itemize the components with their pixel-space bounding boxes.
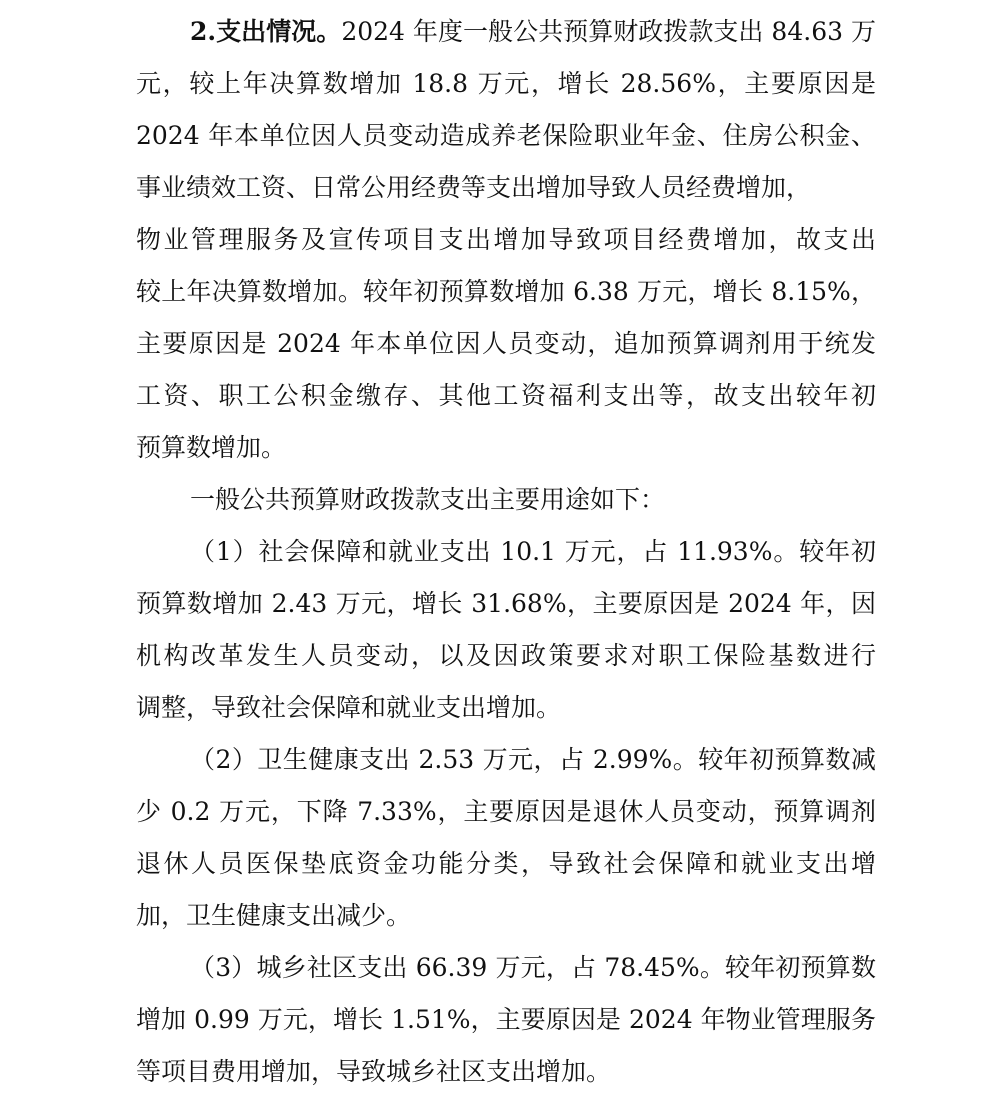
paragraph-line: 工资、职工公积金缴存、其他工资福利支出等，故支出较年初 [136,381,876,410]
intro-text: 一般公共预算财政拨款支出主要用途如下： [190,485,666,514]
expenditure-paragraph [136,6,876,474]
item-social-security [136,526,876,734]
paragraph-line: 预算数增加。 [136,433,287,462]
item-line: 加，卫生健康支出减少。 [136,901,412,930]
item-line: 退休人员医保垫底资金功能分类，导致社会保障和就业支出增 [136,849,876,878]
document-page [136,6,876,1098]
item-line: 等项目费用增加，导致城乡社区支出增加。 [136,1057,612,1086]
item-line: （2）卫生健康支出 2.53 万元，占 2.99%。较年初预算数减 [190,745,876,774]
intro-paragraph [136,474,876,526]
section-heading: 2.支出情况。 [190,17,342,46]
item-line: 机构改革发生人员变动，以及因政策要求对职工保险基数进行 [136,641,876,670]
paragraph-line: 较上年决算数增加。较年初预算数增加 6.38 万元，增长 8.15%， [136,277,876,306]
paragraph-text: 2024 年度一般公共预算财政拨款支出 84.63 万 [341,17,876,46]
item-line: 预算数增加 2.43 万元，增长 31.68%，主要原因是 2024 年，因 [136,589,876,618]
item-line: 增加 0.99 万元，增长 1.51%，主要原因是 2024 年物业管理服务 [136,1005,876,1034]
item-line: 少 0.2 万元，下降 7.33%，主要原因是退休人员变动，预算调剂 [136,797,876,826]
paragraph-line: 元，较上年决算数增加 18.8 万元，增长 28.56%，主要原因是 [136,69,876,98]
paragraph-line: 事业绩效工资、日常公用经费等支出增加导致人员经费增加， [136,173,812,202]
paragraph-line: 主要原因是 2024 年本单位因人员变动，追加预算调剂用于统发 [136,329,876,358]
paragraph-line: 2024 年本单位因人员变动造成养老保险职业年金、住房公积金、 [136,121,876,150]
paragraph-line [136,6,876,58]
paragraph-line: 物业管理服务及宣传项目支出增加导致项目经费增加，故支出 [136,225,876,254]
item-urban-rural-community [136,942,876,1098]
item-line: 调整，导致社会保障和就业支出增加。 [136,693,562,722]
item-health [136,734,876,942]
item-line: （3）城乡社区支出 66.39 万元，占 78.45%。较年初预算数 [190,953,876,982]
item-line: （1）社会保障和就业支出 10.1 万元，占 11.93%。较年初 [190,537,876,566]
